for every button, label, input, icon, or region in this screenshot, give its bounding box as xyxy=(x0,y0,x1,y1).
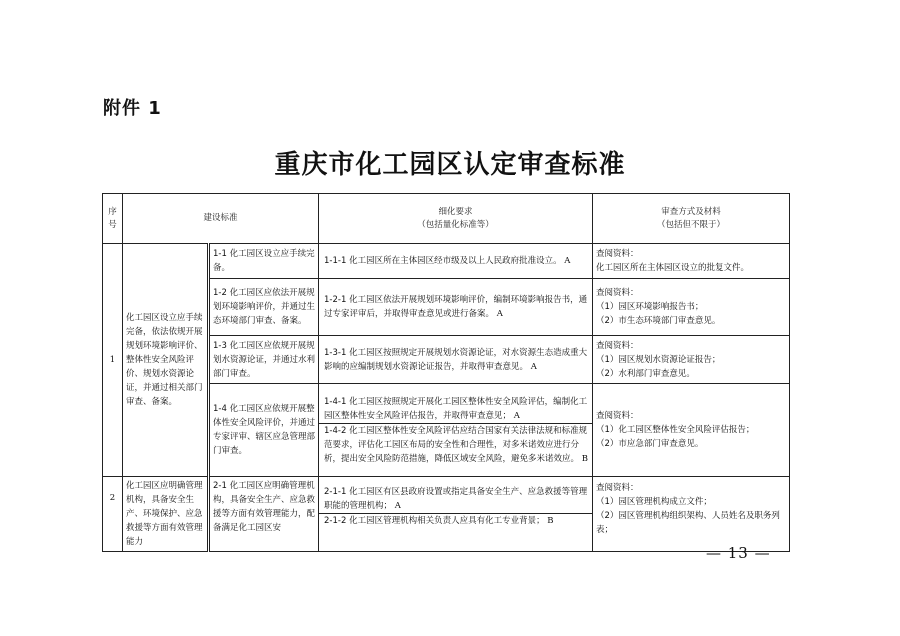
header-seq: 序号 xyxy=(103,194,123,244)
header-detail-line1: 细化要求 xyxy=(438,206,473,217)
standard-cell: 化工园区设立应手续完备，依法依规开展规划环境影响评价、整体性安全风险评价、规划水资源论证，并通过相关部门审查、备案。 xyxy=(123,244,209,477)
method-cell xyxy=(593,477,790,552)
grade-badge: A xyxy=(513,410,520,421)
grade-badge: A xyxy=(530,361,537,372)
header-method xyxy=(593,194,790,244)
detail-line xyxy=(322,477,589,513)
standard-cell: 化工园区应明确管理机构，具备安全生产、环境保护、应急救援等方面有效管理能力 xyxy=(123,477,209,552)
header-method-line1: 审查方式及材料 xyxy=(661,206,721,217)
method-cell xyxy=(593,384,790,477)
method-item: （2）市应急部门审查意见。 xyxy=(596,439,704,449)
method-item: 化工园区所在主体园区设立的批复文件。 xyxy=(596,263,750,273)
detail-line xyxy=(322,293,589,321)
detail-text: 2-1-1 化工园区有区县政府设置或指定具备安全生产、应急救援等管理职能的管理机构； xyxy=(324,487,588,511)
header-detail-line2: （包括量化标准等） xyxy=(417,219,494,230)
method-head: 查阅资料： xyxy=(596,249,639,259)
header-detail xyxy=(319,194,593,244)
detail-line xyxy=(322,514,589,528)
sub-item: 1-2 化工园区应依法开展规划环境影响评价，并通过生态环境部门审查、备案。 xyxy=(209,279,319,336)
detail-text: 1-3-1 化工园区按照规定开展规划水资源论证，对水资源生态造成重大影响的应编制规划水资源论证报告，并取得审查意见。 xyxy=(324,347,588,372)
detail-cell xyxy=(319,336,593,384)
detail-line xyxy=(322,254,589,268)
method-item: （2）水利部门审查意见。 xyxy=(596,368,695,379)
grade-badge: A xyxy=(496,309,503,319)
detail-text: 1-4-2 化工园区整体性安全风险评估应结合国家有关法律法规和标准规范要求，评估化工园区布局的安全性和合理性，对多米诺效应进行分析，提出安全风险防范措施，降低区域安全风险，避免多米诺效应。 xyxy=(324,425,588,464)
method-head: 查阅资料： xyxy=(596,483,639,493)
table-row xyxy=(103,477,790,552)
detail-cell xyxy=(319,244,593,279)
standards-table xyxy=(102,193,790,552)
detail-line xyxy=(322,424,589,466)
header-standard: 建设标准 xyxy=(123,194,319,244)
method-item: （1）园区环境影响报告书； xyxy=(596,302,704,312)
method-item: （1）化工园区整体性安全风险评估报告； xyxy=(596,425,755,435)
row-number: 2 xyxy=(103,477,123,552)
grade-badge: B xyxy=(547,516,554,526)
sub-item: 1-4 化工园区应依规开展整体性安全风险评价，并通过专家评审、辖区应急管理部门审查。 xyxy=(209,384,319,477)
method-head: 查阅资料： xyxy=(596,340,639,351)
grade-badge: A xyxy=(564,256,571,266)
grade-badge: B xyxy=(581,453,588,464)
attachment-label: 附件 1 xyxy=(103,98,162,119)
detail-line xyxy=(322,395,589,423)
method-item: （1）园区管理机构成立文件； xyxy=(596,497,712,507)
method-item: （2）市生态环境部门审查意见。 xyxy=(596,316,721,326)
detail-text: 1-1-1 化工园区所在主体园区经市级及以上人民政府批准设立。 xyxy=(324,256,562,266)
sub-item: 2-1 化工园区应明确管理机构，具备安全生产、应急救援等方面有效管理能力，配备满足化工园区安 xyxy=(209,477,319,552)
page-number: — 13 — xyxy=(706,544,771,562)
document-title: 重庆市化工园区认定审查标准 xyxy=(274,150,626,180)
row-number: 1 xyxy=(103,244,123,477)
method-cell xyxy=(593,244,790,279)
method-head: 查阅资料： xyxy=(596,288,639,298)
table-header-row xyxy=(103,194,790,244)
standards-table-region xyxy=(102,193,789,547)
method-item: （2）园区管理机构组织架构、人员姓名及职务列表； xyxy=(596,511,780,535)
table-row xyxy=(103,244,790,279)
detail-cell xyxy=(319,384,593,477)
sub-item: 1-3 化工园区应依规开展规划水资源论证，并通过水利部门审查。 xyxy=(209,336,319,384)
detail-line xyxy=(322,346,589,374)
detail-cell xyxy=(319,477,593,552)
grade-badge: A xyxy=(394,501,401,511)
header-method-line2: （包括但不限于） xyxy=(657,219,726,230)
method-item: （1）园区规划水资源论证报告； xyxy=(596,354,721,365)
detail-text: 1-4-1 化工园区按照规定开展化工园区整体性安全风险评估，编制化工园区整体性安全风险评估报告，并取得审查意见； xyxy=(324,396,588,421)
method-cell xyxy=(593,336,790,384)
detail-cell xyxy=(319,279,593,336)
detail-text: 1-2-1 化工园区依法开展规划环境影响评价，编制环境影响报告书，通过专家评审后，并取得审查意见或进行备案。 xyxy=(324,295,588,319)
method-head: 查阅资料： xyxy=(596,411,639,421)
method-cell xyxy=(593,279,790,336)
sub-item: 1-1 化工园区设立应手续完备。 xyxy=(209,244,319,279)
detail-text: 2-1-2 化工园区管理机构相关负责人应具有化工专业背景； xyxy=(324,516,545,526)
